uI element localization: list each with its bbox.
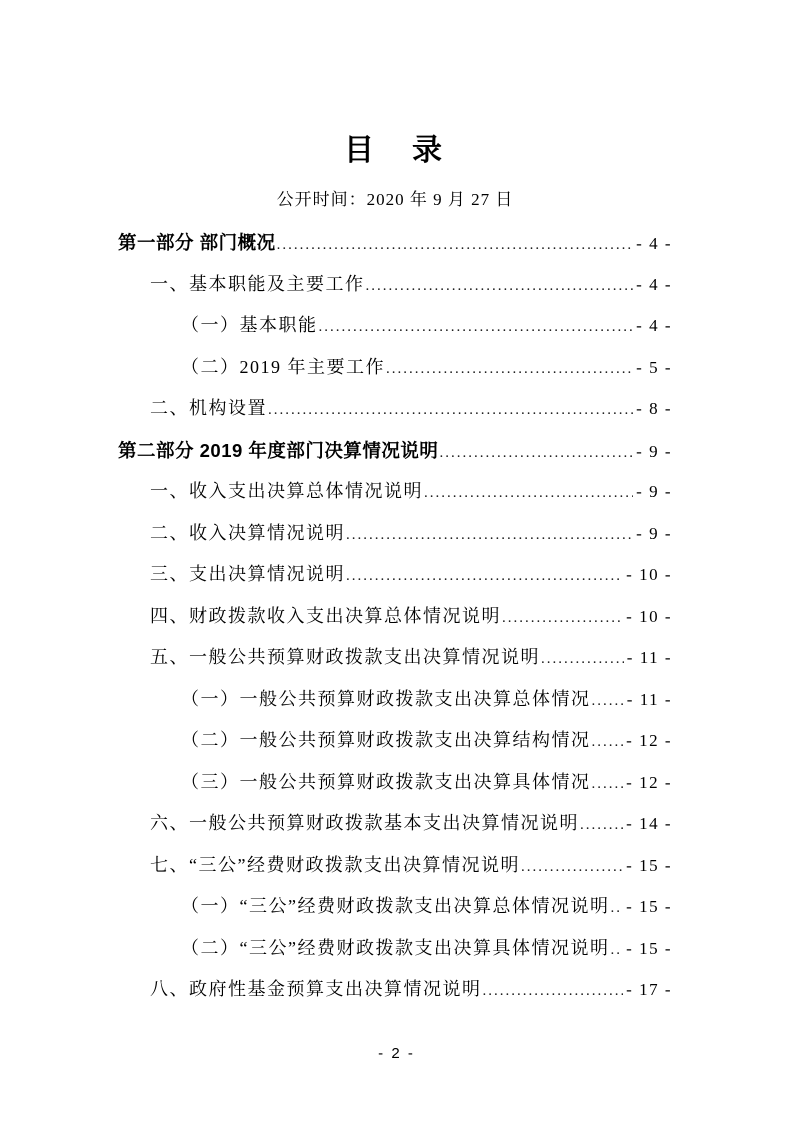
toc-entry-page: - 4 - (636, 234, 672, 253)
publish-date-line: 公开时间：2020 年 9 月 27 日 (276, 190, 514, 209)
toc-entry-label: （一）一般公共预算财政拨款支出决算总体情况 (181, 688, 591, 709)
toc-entry-label: 二、收入决算情况说明 (150, 522, 345, 543)
toc-entry (118, 513, 672, 555)
toc-entry (118, 430, 672, 472)
toc-leader-dots (319, 305, 634, 349)
toc-entry-label: 一、收入支出决算总体情况说明 (150, 481, 423, 501)
toc-entry-page: - 15 - (626, 938, 672, 958)
toc-entry-page: - 9 - (636, 523, 672, 543)
toc-entry (118, 554, 672, 596)
toc-entry (118, 886, 672, 928)
toc-entry-page: - 17 - (626, 980, 672, 999)
toc-entry-label: 二、机构设置 (150, 398, 267, 418)
toc-entry-page: - 12 - (626, 772, 672, 792)
toc-entry (118, 969, 672, 1011)
toc-entry-page: - 11 - (626, 648, 672, 667)
toc-entry (118, 720, 672, 762)
toc-leader-dots (592, 720, 624, 764)
toc-leader-dots (580, 803, 623, 847)
toc-entry (118, 388, 672, 430)
toc-leader-dots (366, 264, 634, 308)
toc-entry (118, 762, 672, 804)
toc-entry-label: （一）基本职能 (181, 315, 318, 335)
toc-entry-label: 八、政府性基金预算支出决算情况说明 (150, 979, 482, 999)
toc-entry-label: （二）一般公共预算财政拨款支出决算结构情况 (181, 730, 591, 750)
toc-entry-label: 第一部分 部门概况 (118, 232, 276, 253)
toc-leader-dots (592, 679, 624, 723)
toc-leader-dots (521, 845, 623, 889)
toc-entry-label: 七、“三公”经费财政拨款支出决算情况说明 (150, 854, 520, 875)
toc-entry (118, 222, 672, 264)
toc-entry (118, 928, 672, 970)
toc-entry (118, 471, 672, 513)
toc-entry-page: - 10 - (626, 565, 672, 584)
toc-leader-dots (268, 388, 633, 432)
toc-entry-label: 六、一般公共预算财政拨款基本支出决算情况说明 (150, 813, 579, 833)
toc-entry-label: （二）2019 年主要工作 (181, 356, 385, 377)
page-title: 目 录 (344, 134, 446, 167)
toc-entry (118, 637, 672, 679)
toc-entry-label: （三）一般公共预算财政拨款支出决算具体情况 (181, 771, 591, 792)
toc-entry-page: - 10 - (626, 606, 672, 626)
toc-leader-dots (610, 886, 623, 930)
toc-leader-dots (424, 471, 633, 515)
toc-entry-page: - 4 - (636, 316, 672, 335)
toc-entry (118, 305, 672, 347)
toc-entry-page: - 9 - (636, 482, 672, 501)
toc-leader-dots (439, 431, 633, 475)
toc-entry-label: 一、基本职能及主要工作 (150, 273, 365, 294)
page-number-footer: - 2 - (378, 1045, 415, 1062)
toc-leader-dots (386, 347, 633, 391)
toc-entry-label: 四、财政拨款收入支出决算总体情况说明 (150, 605, 501, 626)
toc-entry-page: - 4 - (636, 274, 672, 294)
toc-entry (118, 845, 672, 887)
toc-leader-dots (277, 223, 634, 267)
toc-entry-page: - 8 - (636, 399, 672, 418)
toc-leader-dots (346, 554, 623, 598)
toc-leader-dots (610, 928, 623, 972)
toc-entry-page: - 15 - (626, 897, 672, 916)
toc-leader-dots (346, 513, 633, 557)
toc-entry-label: 三、支出决算情况说明 (150, 564, 345, 584)
toc-entry-page: - 12 - (626, 731, 672, 750)
toc-entry-page: - 14 - (626, 814, 672, 833)
toc-entry-label: （一）“三公”经费财政拨款支出决算总体情况说明 (181, 896, 610, 916)
toc-entry-label: 第二部分 2019 年度部门决算情况说明 (118, 439, 439, 461)
toc-entry-page: - 5 - (636, 357, 672, 377)
toc-entry-label: 五、一般公共预算财政拨款支出决算情况说明 (150, 647, 540, 667)
toc-entry (118, 679, 672, 721)
toc-leader-dots (483, 969, 624, 1013)
toc-entry-page: - 9 - (636, 441, 672, 461)
toc-leader-dots (541, 637, 624, 681)
toc-entry (118, 264, 672, 306)
toc-leader-dots (502, 596, 623, 640)
toc-entry (118, 596, 672, 638)
toc-entry-page: - 11 - (626, 689, 672, 709)
toc-leader-dots (592, 762, 624, 806)
table-of-contents (118, 222, 672, 1011)
toc-entry-label: （二）“三公”经费财政拨款支出决算具体情况说明 (181, 937, 610, 958)
toc-entry (118, 803, 672, 845)
toc-entry (118, 347, 672, 389)
toc-entry-page: - 15 - (626, 855, 672, 875)
